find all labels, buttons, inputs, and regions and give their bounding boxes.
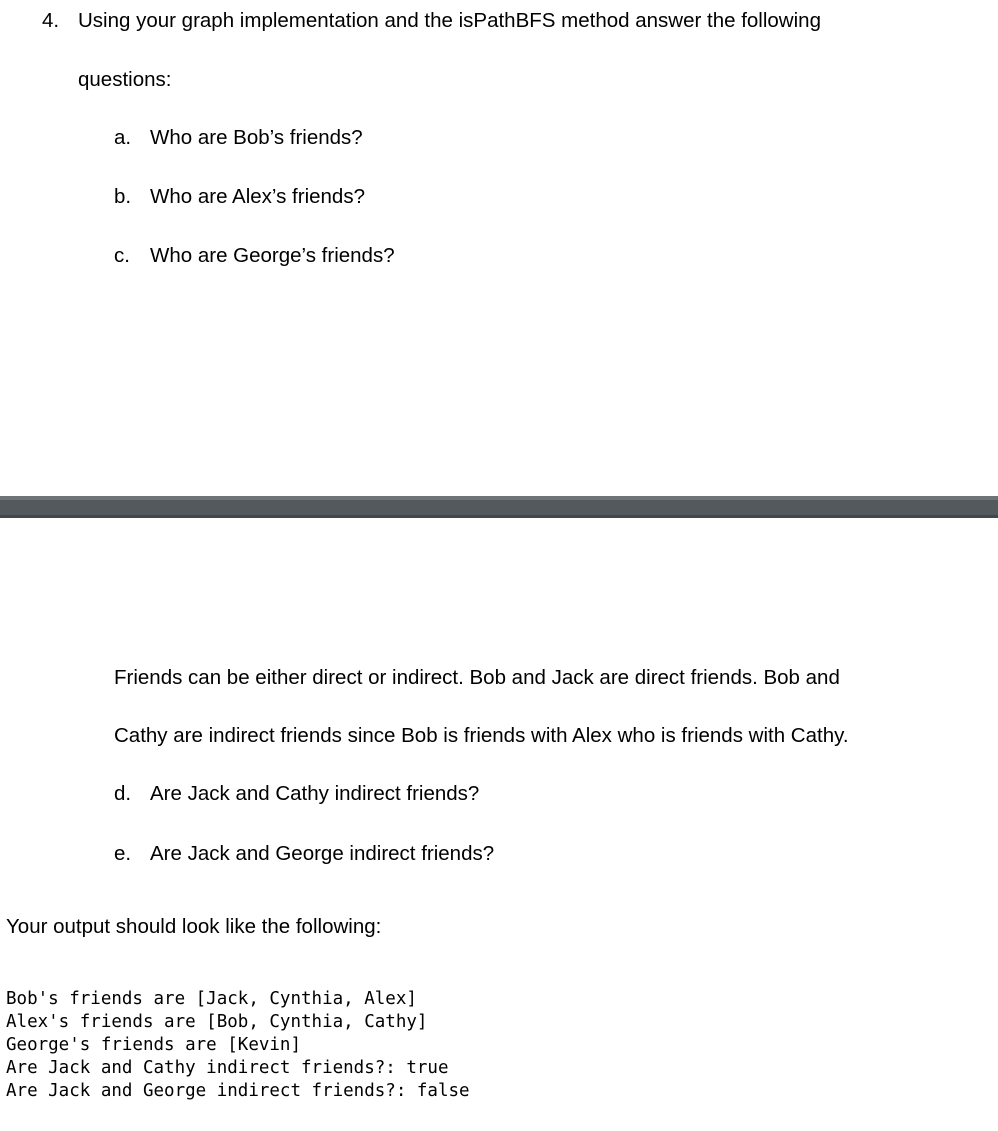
question-text-line-2: questions: [78, 68, 172, 91]
list-marker: b. [114, 185, 132, 208]
explanation-line-1: Friends can be either direct or indirect. Bob and Jack are direct friends. Bob and [114, 666, 840, 689]
list-marker: e. [114, 842, 132, 865]
output-line: George's friends are [Kevin] [6, 1035, 302, 1055]
page-divider [0, 496, 998, 518]
list-marker: d. [114, 782, 132, 805]
list-marker: a. [114, 126, 132, 149]
list-item-text: Who are Bob’s friends? [150, 126, 363, 149]
output-line: Bob's friends are [Jack, Cynthia, Alex] [6, 989, 417, 1009]
list-item-text: Are Jack and Cathy indirect friends? [150, 782, 480, 805]
output-heading: Your output should look like the following: [6, 915, 382, 938]
list-marker: c. [114, 244, 130, 267]
question-text-line-1: Using your graph implementation and the isPathBFS method answer the following [78, 9, 821, 32]
list-item-text: Who are George’s friends? [150, 244, 395, 267]
output-line: Alex's friends are [Bob, Cynthia, Cathy] [6, 1012, 428, 1032]
list-item-text: Who are Alex’s friends? [150, 185, 365, 208]
explanation-line-2: Cathy are indirect friends since Bob is friends with Alex who is friends with Cathy. [114, 724, 849, 747]
list-item-text: Are Jack and George indirect friends? [150, 842, 495, 865]
output-line: Are Jack and Cathy indirect friends?: true [6, 1058, 449, 1078]
output-line: Are Jack and George indirect friends?: false [6, 1081, 470, 1101]
question-number: 4. [42, 9, 60, 32]
